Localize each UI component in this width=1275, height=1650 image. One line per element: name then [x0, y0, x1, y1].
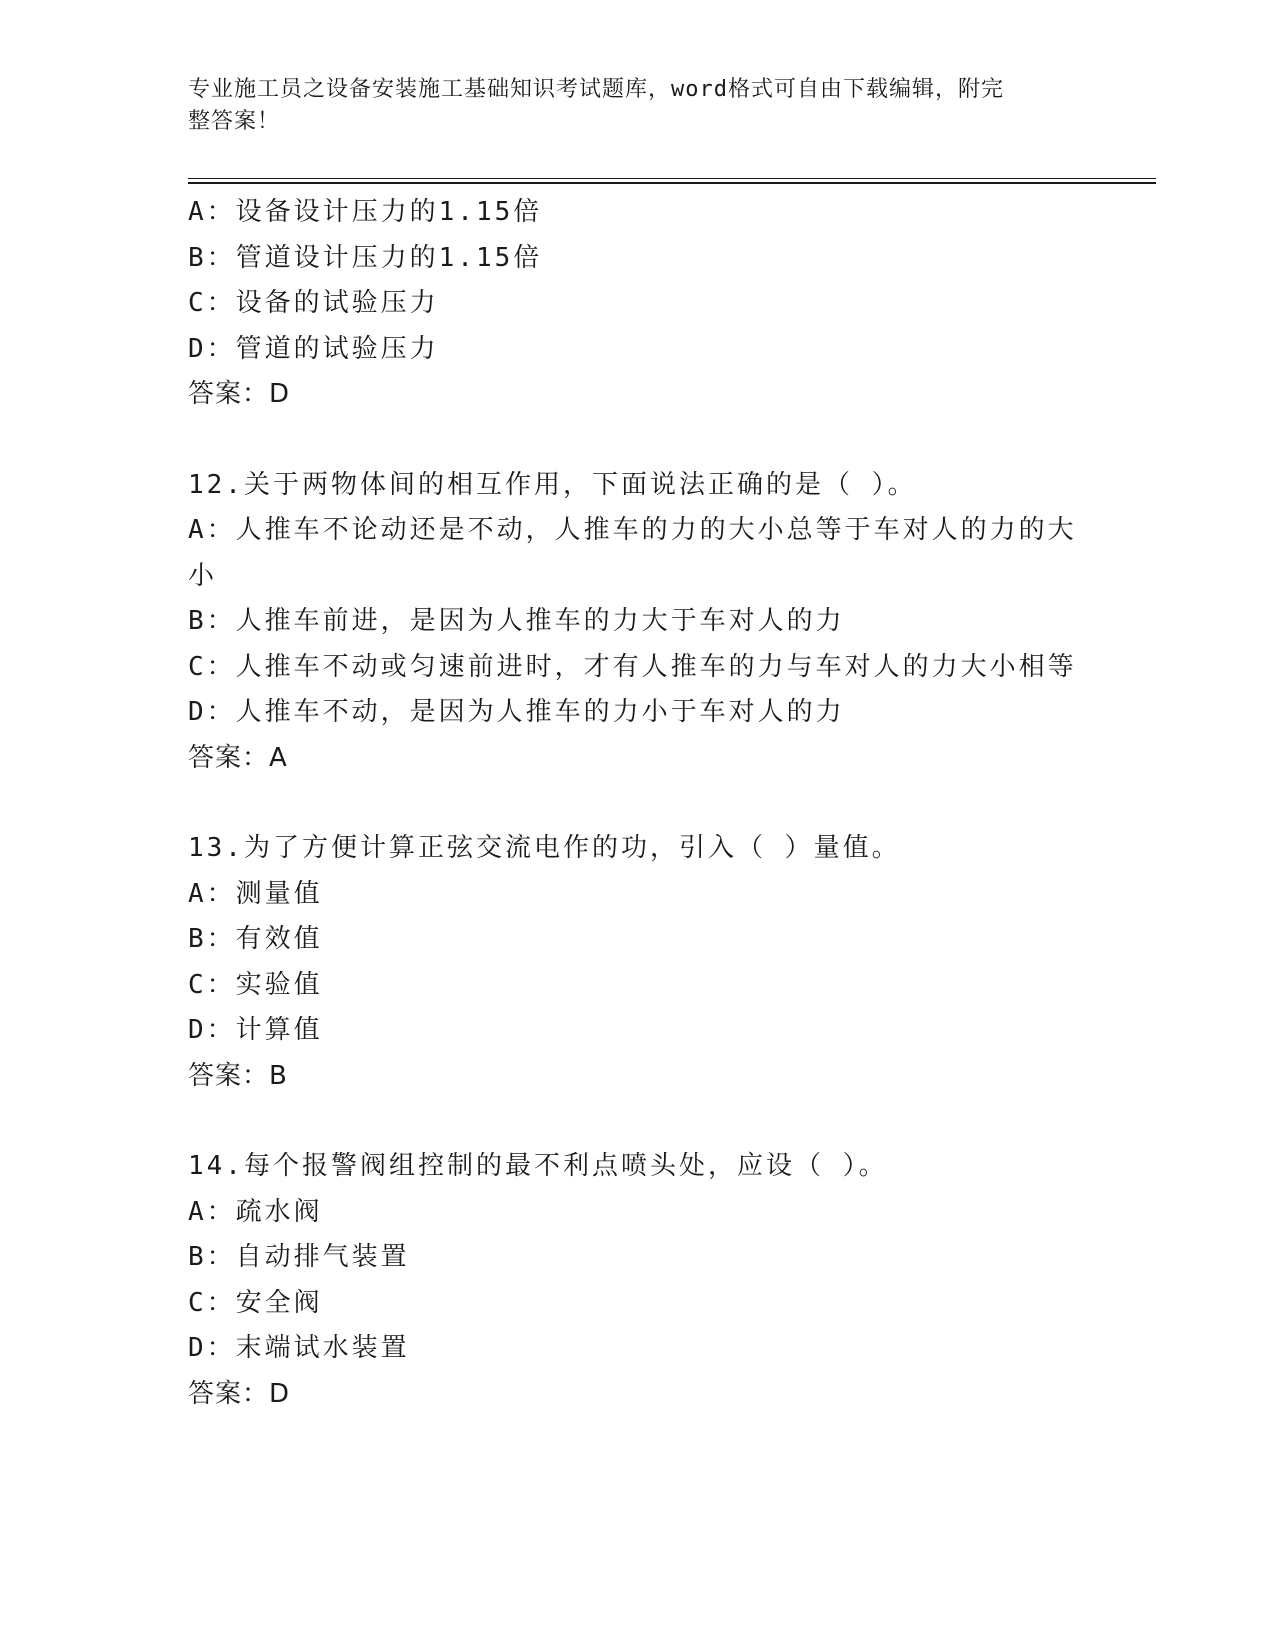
- option-b: B：人推车前进，是因为人推车的力大于车对人的力: [188, 606, 845, 636]
- answer: 答案：D: [188, 379, 291, 409]
- header-divider-thick: [188, 182, 1156, 184]
- option-b: B：有效值: [188, 924, 323, 954]
- question-14: [188, 1144, 1088, 1417]
- answer: 答案：D: [188, 1378, 291, 1409]
- answer: 答案：B: [188, 1060, 288, 1091]
- document-header: [188, 74, 1068, 138]
- question-stem: 13.为了方便计算正弦交流电作的功，引入（ ）量值。: [188, 833, 901, 863]
- option-a: A：疏水阀: [188, 1196, 323, 1227]
- option-a-continued: 小: [188, 560, 218, 591]
- question-spacer: [188, 1099, 1088, 1144]
- question-stem: 14.每个报警阀组控制的最不利点喷头处，应设（ ）。: [188, 1151, 888, 1181]
- option-c: C：实验值: [188, 969, 323, 1000]
- header-divider-thin: [188, 178, 1156, 179]
- question-spacer: [188, 418, 1088, 463]
- option-a: A：设备设计压力的1.15倍: [188, 197, 543, 227]
- option-a: A：测量值: [188, 878, 323, 909]
- question-11-continued: [188, 190, 1088, 418]
- option-a: A：人推车不论动还是不动，人推车的力的大小总等于车对人的力的大: [188, 515, 1077, 545]
- option-d: D：计算值: [188, 1015, 323, 1045]
- option-b: B：自动排气装置: [188, 1242, 410, 1272]
- option-d: D：人推车不动，是因为人推车的力小于车对人的力: [188, 697, 845, 727]
- option-c: C：安全阀: [188, 1287, 323, 1318]
- header-line-2: 整答案！: [188, 109, 281, 134]
- option-c: C：人推车不动或匀速前进时，才有人推车的力与车对人的力大小相等: [188, 651, 1077, 682]
- question-stem: 12.关于两物体间的相互作用，下面说法正确的是（ ）。: [188, 469, 917, 500]
- question-12: [188, 463, 1088, 782]
- option-b: B：管道设计压力的1.15倍: [188, 242, 543, 273]
- question-content: [188, 190, 1088, 1417]
- question-spacer: [188, 781, 1088, 826]
- option-d: D：末端试水装置: [188, 1333, 410, 1363]
- option-c: C：设备的试验压力: [188, 288, 439, 318]
- header-line-1: 专业施工员之设备安装施工基础知识考试题库，word格式可自由下载编辑，附完: [188, 77, 1004, 102]
- answer: 答案：A: [188, 742, 288, 773]
- question-13: [188, 826, 1088, 1099]
- option-d: D：管道的试验压力: [188, 333, 439, 364]
